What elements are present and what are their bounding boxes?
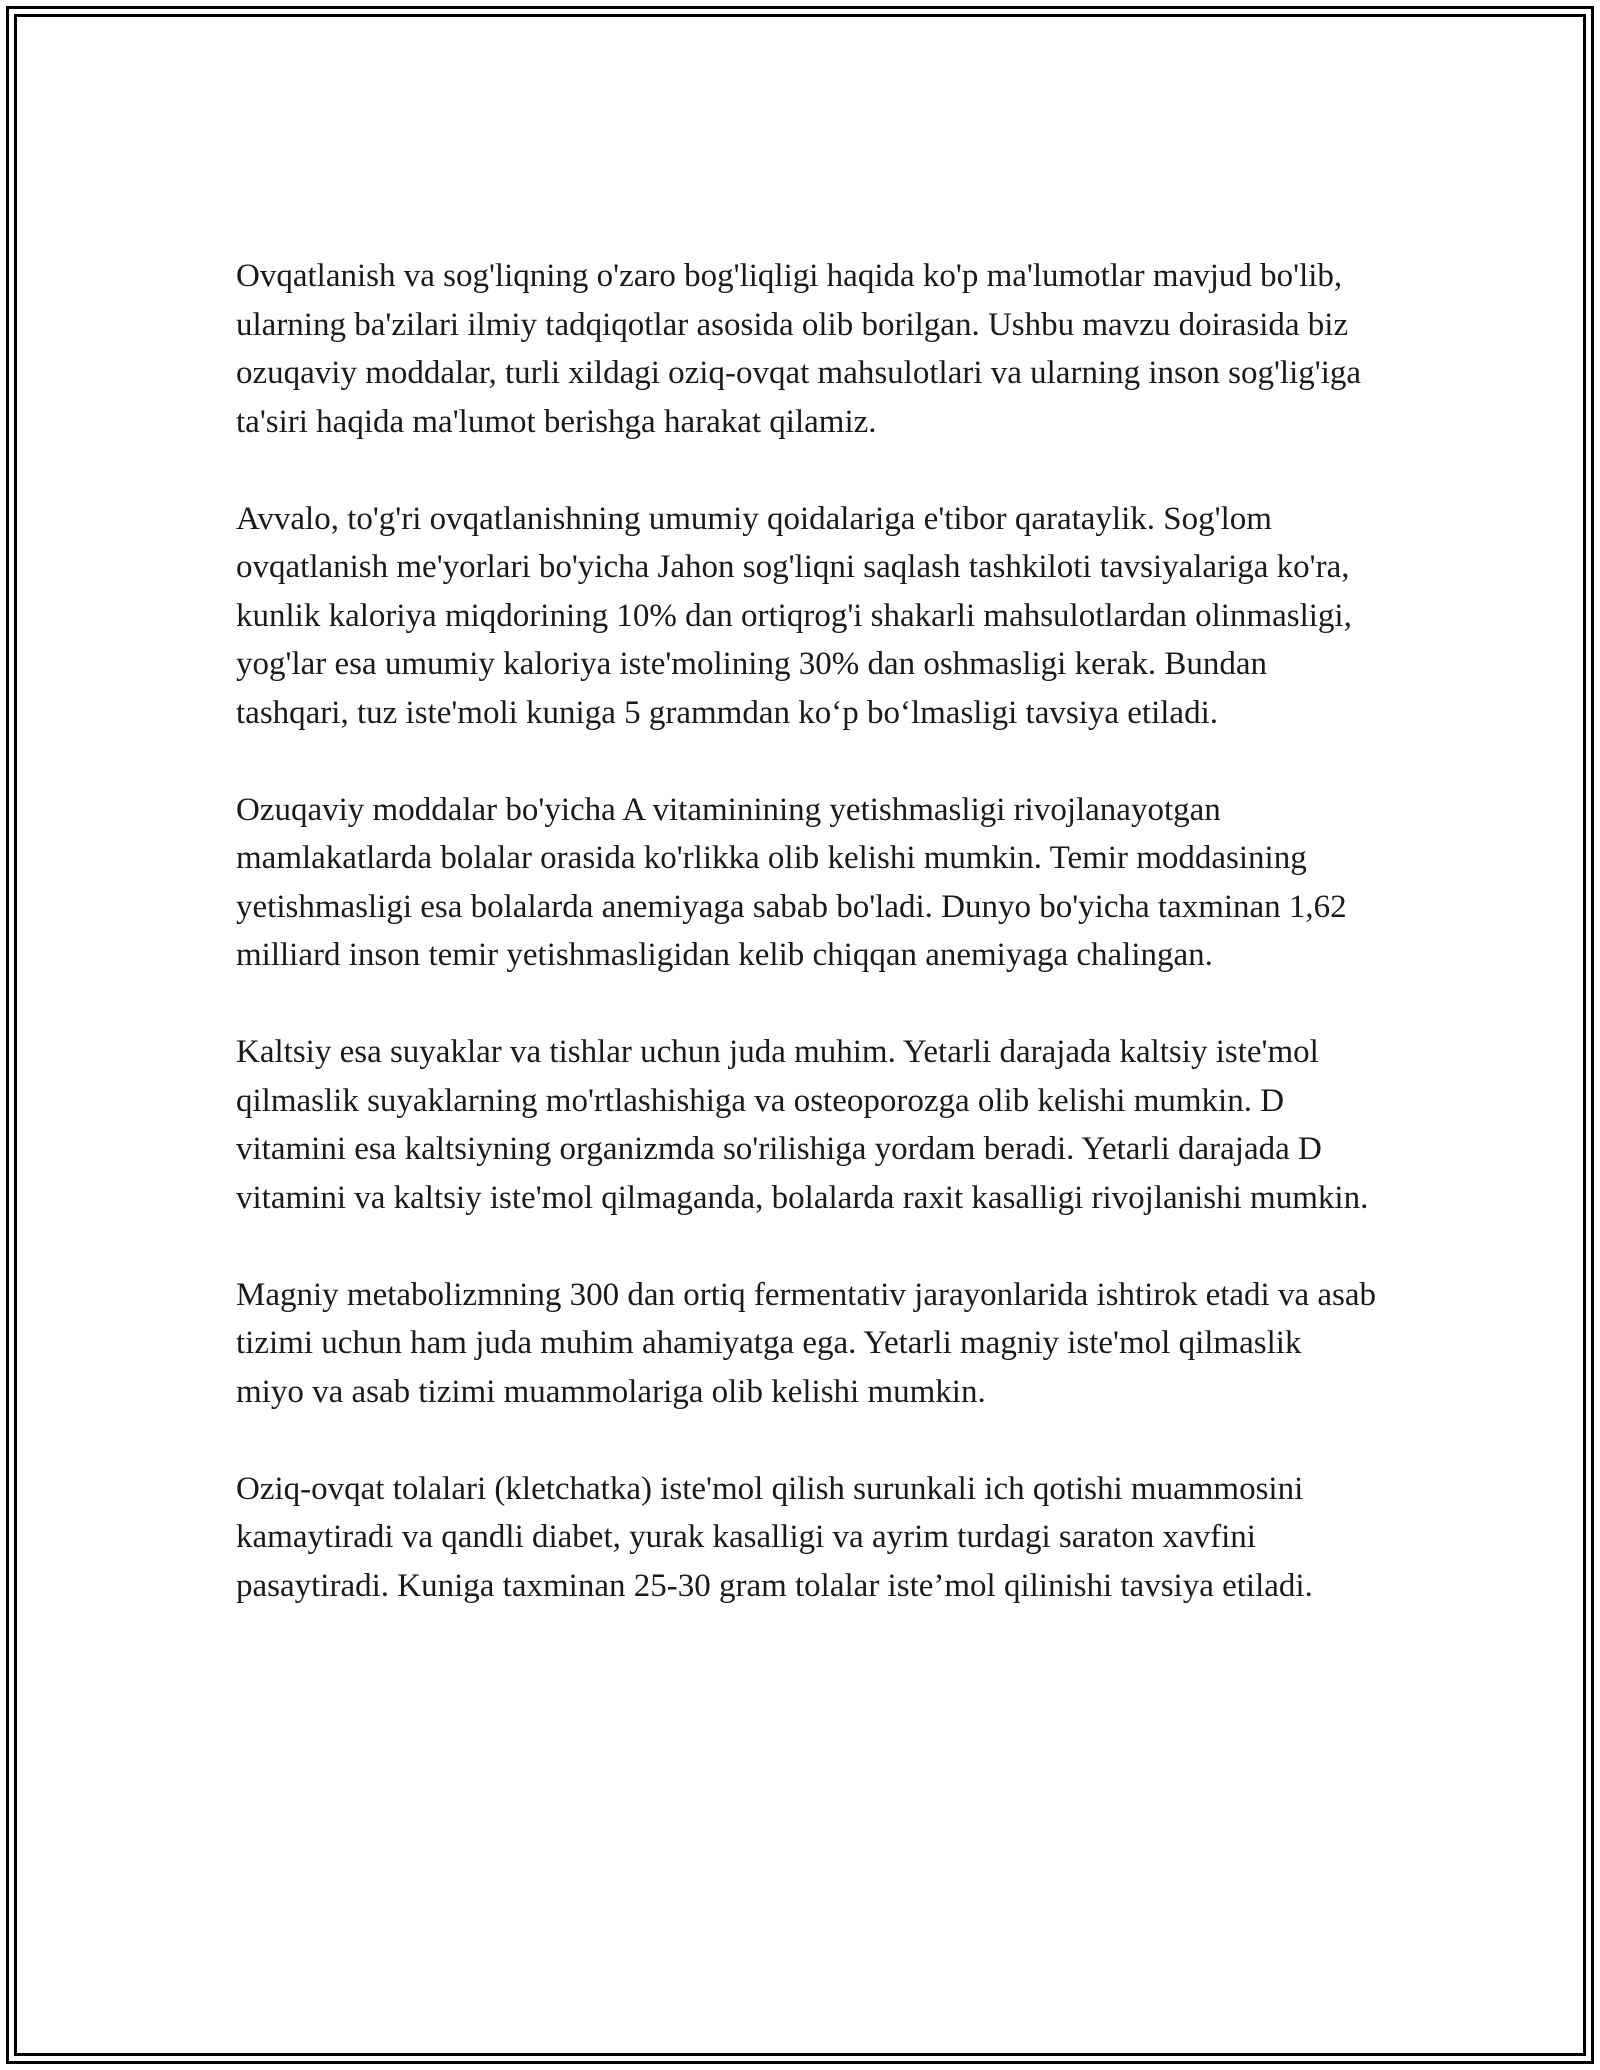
paragraph-2: Avvalo, to'g'ri ovqatlanishning umumiy qoidalariga e'tibor qarataylik. Sog'lom ovqatlanish me'yorlari bo'yicha Jahon sog'liqni saqlash tashkiloti tavsiyalariga ko'ra, kunlik kaloriya miqdorining 10% dan ortiqrog'i shakarli mahsulotlardan olinmasligi, yog'lar esa umumiy kaloriya iste'molining 30% dan oshmasligi kerak. Bundan tashqari, tuz iste'moli kuniga 5 grammdan ko‘p bo‘lmasligi tavsiya etiladi. <box>236 500 1352 731</box>
paragraph-1: Ovqatlanish va sog'liqning o'zaro bog'liqligi haqida ko'p ma'lumotlar mavjud bo'lib, ularning ba'zilari ilmiy tadqiqotlar asosida olib borilgan. Ushbu mavzu doirasida biz ozuqaviy moddalar, turli xildagi oziq-ovqat mahsulotlari va ularning inson sog'lig'iga ta'siri haqida ma'lumot berishga harakat qilamiz. <box>236 258 1362 440</box>
paragraph-5: Magniy metabolizmning 300 dan ortiq fermentativ jarayonlarida ishtirok etadi va asab tizimi uchun ham juda muhim ahamiyatga ega. Yetarli magniy iste'mol qilmaslik miyo va asab tizimi muammolariga olib kelishi mumkin. <box>236 1276 1376 1410</box>
document-body <box>236 252 1376 1659</box>
paragraph-6: Oziq-ovqat tolalari (kletchatka) iste'mol qilish surunkali ich qotishi muammosini kamaytiradi va qandli diabet, yurak kasalligi va ayrim turdagi saraton xavfini pasaytiradi. Kuniga taxminan 25-30 gram tolalar iste’mol qilinishi tavsiya etiladi. <box>236 1470 1313 1604</box>
paragraph-3: Ozuqaviy moddalar bo'yicha A vitaminining yetishmasligi rivojlanayotgan mamlakatlarda bolalar orasida ko'rlikka olib kelishi mumkin. Temir moddasining yetishmasligi esa bolalarda anemiyaga sabab bo'ladi. Dunyo bo'yicha taxminan 1,62 milliard inson temir yetishmasligidan kelib chiqqan anemiyaga chalingan. <box>236 791 1347 973</box>
paragraph-4: Kaltsiy esa suyaklar va tishlar uchun juda muhim. Yetarli darajada kaltsiy iste'mol qilmaslik suyaklarning mo'rtlashishiga va osteoporozga olib kelishi mumkin. D vitamini esa kaltsiyning organizmda so'rilishiga yordam beradi. Yetarli darajada D vitamini va kaltsiy iste'mol qilmaganda, bolalarda raxit kasalligi rivojlanishi mumkin. <box>236 1034 1369 1216</box>
